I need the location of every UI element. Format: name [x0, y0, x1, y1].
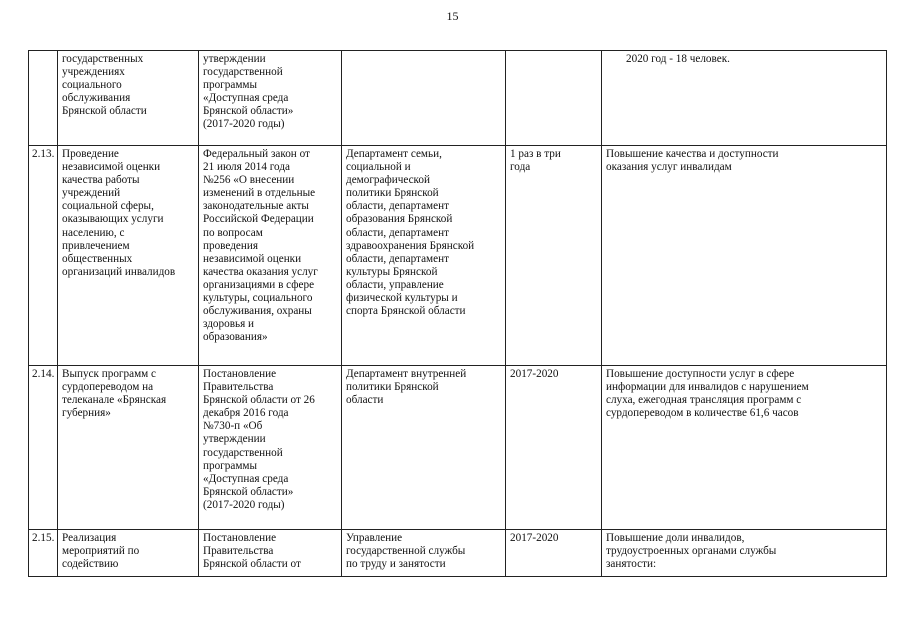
row-number: 2.14.: [29, 366, 58, 530]
event-cell: государственных учреждениях социального обслуживания Брянской области: [58, 51, 199, 146]
basis-cell: утверждении государственной программы «Доступная среда Брянской области» (2017-2020 годы): [199, 51, 342, 146]
executor-cell: [342, 51, 506, 146]
table-row: [29, 530, 887, 577]
term-cell: [506, 51, 602, 146]
table-row: [29, 146, 887, 366]
executor-cell: Управление государственной службы по труду и занятости: [342, 530, 506, 577]
table-row: [29, 51, 887, 146]
event-cell: Проведение независимой оценки качества работы учреждений социальной сферы, оказывающих услуги населению, с привлечением общественных организаций инвалидов: [58, 146, 199, 366]
event-cell: Выпуск программ с сурдопереводом на телеканале «Брянская губерния»: [58, 366, 199, 530]
page-number: 15: [446, 9, 459, 23]
basis-cell: Федеральный закон от 21 июля 2014 года №256 «О внесении изменений в отдельные законодательные акты Российской Федерации по вопросам проведения независимой оценки качества оказания услуг организациями в сфере культуры, социального обслуживания, охраны здоровья и образования»: [199, 146, 342, 366]
event-cell: Реализация мероприятий по содействию: [58, 530, 199, 577]
row-number: [29, 51, 58, 146]
result-cell: 2020 год - 18 человек.: [602, 51, 887, 146]
term-cell: 1 раз в три года: [506, 146, 602, 366]
result-cell: Повышение качества и доступности оказания услуг инвалидам: [602, 146, 887, 366]
result-cell: Повышение доступности услуг в сфере информации для инвалидов с нарушением слуха, ежегодная трансляция программ с сурдопереводом в количестве 61,6 часов: [602, 366, 887, 530]
basis-cell: Постановление Правительства Брянской области от: [199, 530, 342, 577]
term-cell: 2017-2020: [506, 530, 602, 577]
executor-cell: Департамент внутренней политики Брянской области: [342, 366, 506, 530]
measures-table: [28, 50, 887, 577]
row-number: 2.13.: [29, 146, 58, 366]
term-cell: 2017-2020: [506, 366, 602, 530]
basis-cell: Постановление Правительства Брянской области от 26 декабря 2016 года №730-п «Об утверждении государственной программы «Доступная среда Брянской области» (2017-2020 годы): [199, 366, 342, 530]
table-row: [29, 366, 887, 530]
row-number: 2.15.: [29, 530, 58, 577]
executor-cell: Департамент семьи, социальной и демографической политики Брянской области, департамент образования Брянской области, департамент здравоохранения Брянской области, департамент культуры Брянской области, управление физической культуры и спорта Брянской области: [342, 146, 506, 366]
result-cell: Повышение доли инвалидов, трудоустроенных органами службы занятости:: [602, 530, 887, 577]
